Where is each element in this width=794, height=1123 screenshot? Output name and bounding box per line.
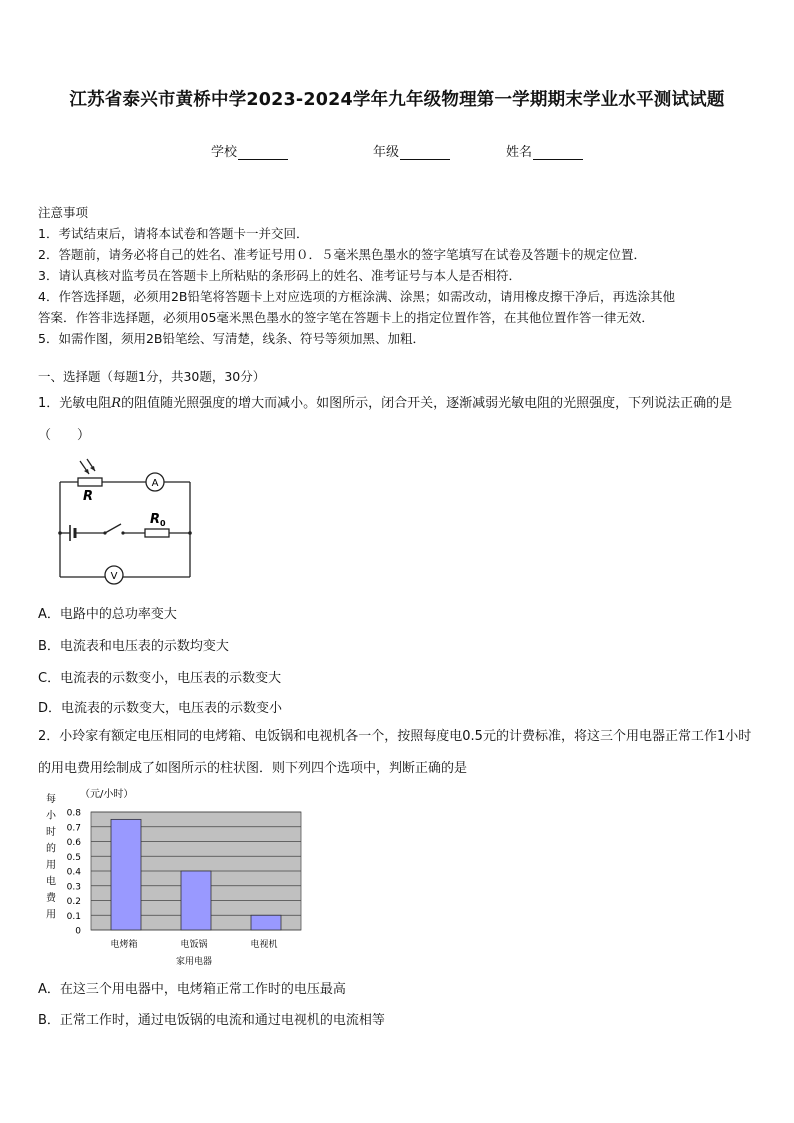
y-tick-labels <box>67 809 82 937</box>
question-1-stem <box>38 388 758 452</box>
y-tick-label: 0.8 <box>66 808 81 819</box>
school-field <box>211 141 288 160</box>
grade-blank <box>400 146 450 160</box>
y-axis-label-char: 时 <box>46 827 56 838</box>
light-arrow-head <box>84 469 89 474</box>
question-2-stem: 2．小玲家有额定电压相同的电烤箱、电饭锅和电视机各一个，按照每度电0.5元的计费标准，将这三个用电器正常工作1小时的用电费用绘制成了如图所示的柱状图．则下列四个选项中，判断正确的是 <box>38 729 752 776</box>
bar-chart <box>40 785 320 970</box>
q1-option-b: B．电流表和电压表的示数均变大 <box>38 639 229 654</box>
grade-label: 年级 <box>373 145 400 160</box>
notice-item: 1．考试结束后，请将本试卷和答题卡一并交回． <box>38 226 309 241</box>
grade-field <box>373 141 450 160</box>
bar <box>181 871 211 930</box>
q2-option-b: B．正常工作时，通过电饭锅的电流和通过电视机的电流相等 <box>38 1013 385 1028</box>
junction-dot <box>58 531 62 535</box>
circuit-diagram <box>50 455 200 585</box>
notice-item: 2．答题前，请务必将自己的姓名、准考证号用０．５毫米黑色墨水的签字笔填写在试卷及答题卡的规定位置． <box>38 247 646 262</box>
name-blank <box>533 146 583 160</box>
light-arrow-head <box>90 466 95 471</box>
switch-contact <box>121 531 124 534</box>
photoresistor <box>78 478 102 486</box>
y-tick-label: 0.2 <box>66 897 81 907</box>
page-title: 江苏省泰兴市黄桥中学2023-2024学年九年级物理第一学期期末学业水平测试试题 <box>69 90 725 110</box>
x-tick-label: 电饭锅 <box>180 940 208 950</box>
y-tick-label: 0.5 <box>66 852 81 863</box>
y-axis-label <box>46 792 57 921</box>
student-info-fields <box>0 141 794 161</box>
x-tick-label: 电烤箱 <box>110 940 138 950</box>
q1-option-a: A．电路中的总功率变大 <box>38 607 177 622</box>
y-tick-label: 0.6 <box>66 838 81 848</box>
q1-stem-prefix: 1．光敏电阻 <box>38 396 112 411</box>
q1-option-c: C．电流表的示数变小，电压表的示数变大 <box>38 671 282 686</box>
school-label: 学校 <box>211 145 238 160</box>
section-heading: 一、选择题（每题1分，共30题，30分） <box>38 369 266 384</box>
name-field <box>506 141 583 160</box>
bar <box>251 915 281 930</box>
ammeter-label: A <box>151 478 159 489</box>
y-unit-label: （元/小时） <box>80 789 134 800</box>
x-tick-label: 电视机 <box>250 940 278 950</box>
voltmeter-label: V <box>110 571 118 582</box>
photoresistor-label: R <box>83 489 94 504</box>
y-tick-label: 0.1 <box>66 911 81 922</box>
notice-item: 3．请认真核对监考员在答题卡上所粘贴的条形码上的姓名、准考证号与本人是否相符． <box>38 268 521 283</box>
y-tick-label: 0.4 <box>66 867 81 878</box>
y-axis-label-char: 用 <box>46 909 56 921</box>
switch-lever <box>105 524 121 533</box>
q1-stem-variable: R <box>111 396 122 411</box>
q1-option-d: D．电流表的示数变大，电压表的示数变小 <box>38 701 283 716</box>
y-tick-label: 0.3 <box>66 882 81 893</box>
y-axis-label-char: 电 <box>46 876 56 888</box>
y-axis-label-char: 费 <box>46 893 56 904</box>
school-blank <box>238 146 288 160</box>
y-tick-label: 0 <box>75 926 81 937</box>
y-axis-label-char: 每 <box>46 794 56 805</box>
fixed-resistor-label: $R_0$ <box>150 512 166 528</box>
x-tick-labels <box>110 938 277 950</box>
fixed-resistor <box>145 529 169 537</box>
y-axis-label-char: 的 <box>46 843 56 855</box>
switch-pivot <box>103 531 106 534</box>
y-tick-label: 0.7 <box>66 823 81 834</box>
junction-dot <box>188 531 192 535</box>
y-axis-label-char: 用 <box>46 860 56 871</box>
q1-stem-rest: 的阻值随光照强度的增大而减小。如图所示，闭合开关，逐渐减弱光敏电阻的光照强度，下列说法正确的是（ ） <box>38 396 733 443</box>
x-axis-label: 家用电器 <box>175 957 213 967</box>
notice-item: 答案．作答非选择题，必须用05毫米黑色墨水的签字笔在答题卡上的指定位置作答，在其他位置作答一律无效． <box>38 310 654 325</box>
notice-item: 4．作答选择题，必须用2B铅笔将答题卡上对应选项的方框涂满、涂黑；如需改动，请用橡皮擦干净后，再选涂其他 <box>38 289 675 304</box>
notice-heading: 注意事项 <box>38 205 89 220</box>
notice-item: 5．如需作图，须用2B铅笔绘、写清楚，线条、符号等须加黑、加粗． <box>38 331 425 346</box>
q2-option-a: A．在这三个用电器中，电烤箱正常工作时的电压最高 <box>38 982 346 997</box>
bar <box>111 819 141 930</box>
y-axis-label-char: 小 <box>46 810 56 822</box>
notice-section <box>38 202 762 349</box>
name-label: 姓名 <box>506 145 533 160</box>
